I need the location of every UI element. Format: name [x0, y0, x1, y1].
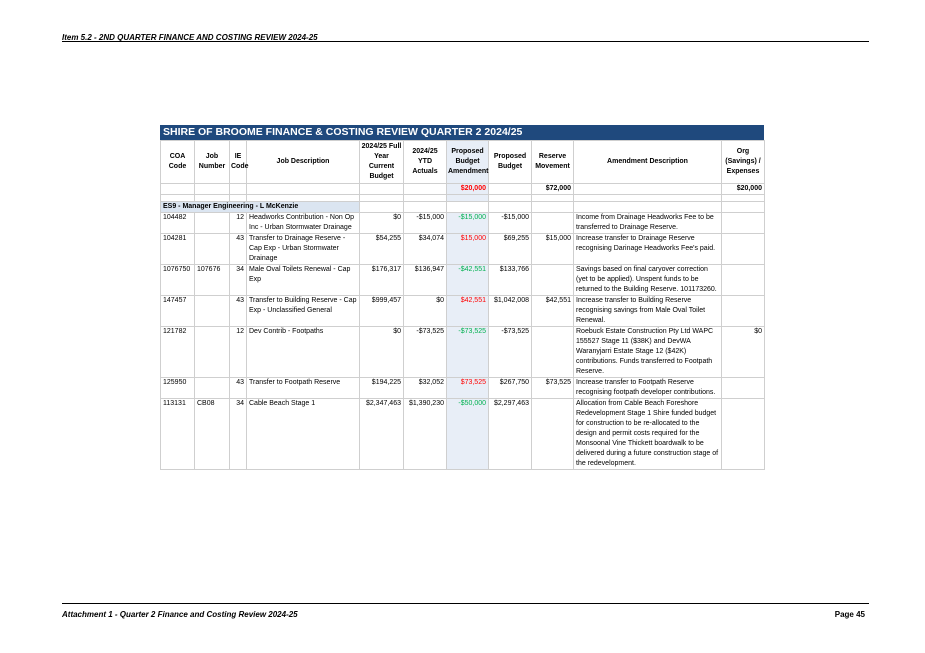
cell-job — [195, 378, 230, 399]
cell-ie: 43 — [230, 296, 247, 327]
col-ie-code: IE Code — [230, 141, 247, 184]
cell-ytd: $136,947 — [404, 265, 447, 296]
cell-amenddesc: Increase transfer to Footpath Reserve recognising footpath developer contributions. — [574, 378, 722, 399]
col-current-budget: 2024/25 Full Year Current Budget — [360, 141, 404, 184]
table-row — [161, 234, 765, 265]
cell-coa: 113131 — [161, 399, 195, 470]
cell-org — [722, 296, 765, 327]
cell-amend: -$15,000 — [447, 213, 489, 234]
cell-ie: 34 — [230, 399, 247, 470]
cell-job — [195, 234, 230, 265]
header-divider — [62, 41, 869, 42]
column-header-row — [161, 141, 765, 184]
table-row — [161, 265, 765, 296]
cell-budget: $0 — [360, 213, 404, 234]
table-title: SHIRE OF BROOME FINANCE & COSTING REVIEW QUARTER 2 2024/25 — [160, 125, 764, 140]
cell-ie: 34 — [230, 265, 247, 296]
cell-org — [722, 265, 765, 296]
col-job-number: Job Number — [195, 141, 230, 184]
cell-org: $0 — [722, 327, 765, 378]
cell-amend: $15,000 — [447, 234, 489, 265]
col-ytd-actuals: 2024/25 YTD Actuals — [404, 141, 447, 184]
cell-job — [195, 296, 230, 327]
cell-amend: -$73,525 — [447, 327, 489, 378]
cell-job — [195, 327, 230, 378]
cell-coa: 104281 — [161, 234, 195, 265]
cell-org — [722, 378, 765, 399]
cell-proposed: $2,297,463 — [489, 399, 532, 470]
cell-amenddesc: Savings based on final caryover correction (yet to be applied). Unspent funds to be returned to the Building Reserve. 101173260. — [574, 265, 722, 296]
cell-ytd: -$73,525 — [404, 327, 447, 378]
cell-org — [722, 399, 765, 470]
cell-job: CB08 — [195, 399, 230, 470]
cell-amenddesc: Allocation from Cable Beach Foreshore Redevelopment Stage 1 Shire funded budget for construction to be re-allocated to the design and permit costs required for the Monsoonal Vine Thickett boardwalk to be delivered during a future construction stage of the redevelopment. — [574, 399, 722, 470]
cell-desc: Headworks Contribution - Non Op Inc - Urban Stormwater Drainage — [247, 213, 360, 234]
table-row — [161, 399, 765, 470]
cell-amenddesc: Increase transfer to Building Reserve recognising savings from Male Oval Toilet Renewal. — [574, 296, 722, 327]
page-number: Page 45 — [834, 610, 865, 619]
cell-budget: $176,317 — [360, 265, 404, 296]
total-reserve: $72,000 — [532, 184, 574, 195]
cell-amenddesc: Income from Drainage Headworks Fee to be transferred to Drainage Reserve. — [574, 213, 722, 234]
cell-org — [722, 213, 765, 234]
cell-reserve: $73,525 — [532, 378, 574, 399]
cell-proposed: -$73,525 — [489, 327, 532, 378]
cell-ytd: -$15,000 — [404, 213, 447, 234]
section-title: ES9 - Manager Engineering - L McKenzie — [161, 202, 360, 213]
cell-reserve — [532, 265, 574, 296]
cell-reserve — [532, 327, 574, 378]
totals-row — [161, 184, 765, 195]
cell-proposed: $69,255 — [489, 234, 532, 265]
cell-proposed: $1,042,008 — [489, 296, 532, 327]
cell-desc: Dev Contrib - Footpaths — [247, 327, 360, 378]
cell-desc: Transfer to Footpath Reserve — [247, 378, 360, 399]
cell-amend: -$50,000 — [447, 399, 489, 470]
col-org-expenses: Org (Savings) / Expenses — [722, 141, 765, 184]
cell-org — [722, 234, 765, 265]
cell-reserve — [532, 399, 574, 470]
cell-proposed: -$15,000 — [489, 213, 532, 234]
cell-desc: Cable Beach Stage 1 — [247, 399, 360, 470]
cell-ie: 43 — [230, 234, 247, 265]
cell-desc: Male Oval Toilets Renewal - Cap Exp — [247, 265, 360, 296]
col-coa-code: COA Code — [161, 141, 195, 184]
table-row — [161, 378, 765, 399]
table-row — [161, 213, 765, 234]
cell-job — [195, 213, 230, 234]
header-item-title: Item 5.2 - 2ND QUARTER FINANCE AND COSTING REVIEW 2024-25 — [62, 33, 318, 42]
total-org: $20,000 — [722, 184, 765, 195]
cell-ytd: $0 — [404, 296, 447, 327]
col-amendment-description: Amendment Description — [574, 141, 722, 184]
cell-coa: 125950 — [161, 378, 195, 399]
footer-attachment: Attachment 1 - Quarter 2 Finance and Costing Review 2024-25 — [62, 610, 298, 619]
cell-desc: Transfer to Drainage Reserve - Cap Exp - Urban Stormwater Drainage — [247, 234, 360, 265]
cell-ie: 12 — [230, 213, 247, 234]
footer-divider — [62, 603, 869, 604]
cell-budget: $2,347,463 — [360, 399, 404, 470]
col-proposed-amendment: Proposed Budget Amendment — [447, 141, 489, 184]
cell-desc: Transfer to Building Reserve - Cap Exp - Unclassified General — [247, 296, 360, 327]
cell-amend: $42,551 — [447, 296, 489, 327]
cell-ytd: $1,390,230 — [404, 399, 447, 470]
cell-ytd: $34,074 — [404, 234, 447, 265]
cell-budget: $194,225 — [360, 378, 404, 399]
table-row — [161, 327, 765, 378]
cell-proposed: $133,766 — [489, 265, 532, 296]
cell-ie: 12 — [230, 327, 247, 378]
cell-budget: $0 — [360, 327, 404, 378]
cell-reserve: $42,551 — [532, 296, 574, 327]
cell-amend: -$42,551 — [447, 265, 489, 296]
cell-job: 107676 — [195, 265, 230, 296]
cell-reserve: $15,000 — [532, 234, 574, 265]
section-row — [161, 202, 765, 213]
cell-ie: 43 — [230, 378, 247, 399]
cell-budget: $54,255 — [360, 234, 404, 265]
cell-proposed: $267,750 — [489, 378, 532, 399]
col-job-description: Job Description — [247, 141, 360, 184]
cell-coa: 147457 — [161, 296, 195, 327]
table-row — [161, 296, 765, 327]
cell-amenddesc: Increase transfer to Drainage Reserve recognising Darinage Headworks Fee's paid. — [574, 234, 722, 265]
cell-coa: 104482 — [161, 213, 195, 234]
spacer-row — [161, 195, 765, 202]
cell-reserve — [532, 213, 574, 234]
finance-review-table — [160, 125, 764, 470]
cell-coa: 1076750 — [161, 265, 195, 296]
cell-amenddesc: Roebuck Estate Construction Pty Ltd WAPC 155527 Stage 11 ($38K) and DevWA Waranyjarri Estate Stage 12 ($42K) contributions. Funds transferred to Footpath Reserve. — [574, 327, 722, 378]
col-proposed-budget: Proposed Budget — [489, 141, 532, 184]
total-amendment: $20,000 — [447, 184, 489, 195]
cell-ytd: $32,052 — [404, 378, 447, 399]
cell-amend: $73,525 — [447, 378, 489, 399]
cell-coa: 121782 — [161, 327, 195, 378]
col-reserve-movement: Reserve Movement — [532, 141, 574, 184]
cell-budget: $999,457 — [360, 296, 404, 327]
